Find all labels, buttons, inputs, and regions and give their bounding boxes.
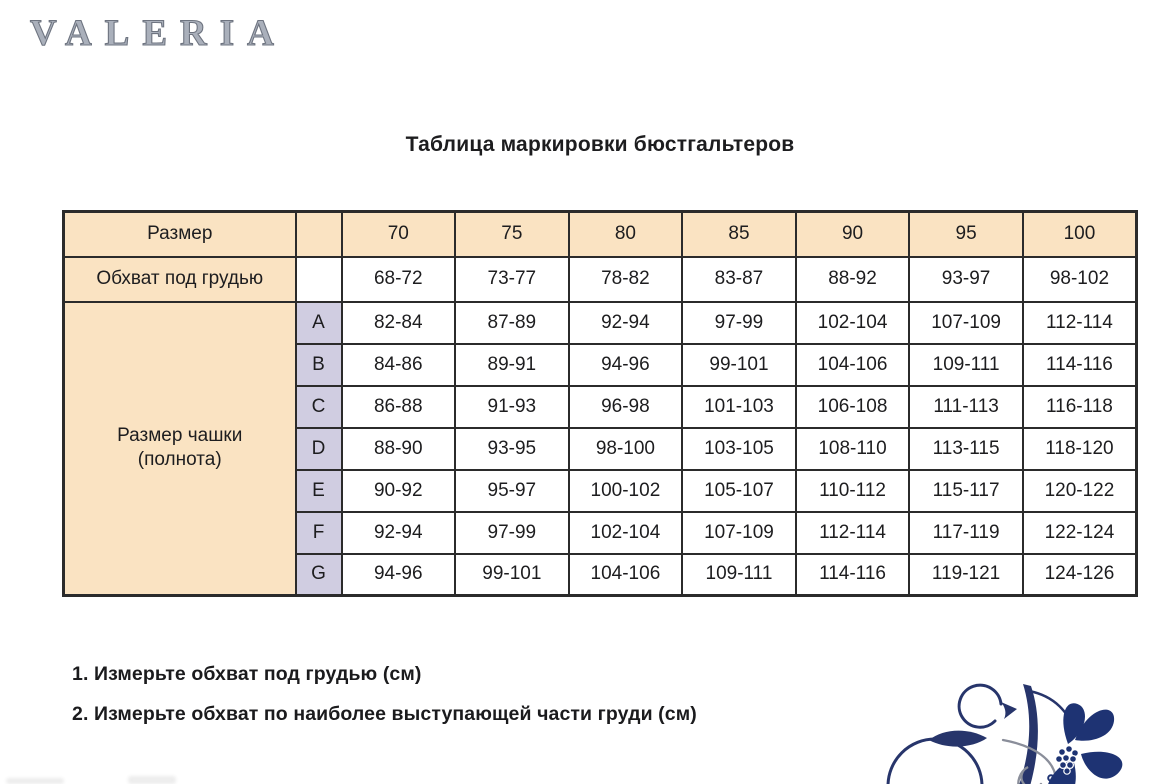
cup-value-cell: 106-108 (796, 386, 910, 428)
cup-value-cell: 104-106 (569, 554, 683, 596)
cup-value-cell: 90-92 (342, 470, 456, 512)
cup-letter-cell: A (296, 302, 342, 344)
cup-row-A (64, 302, 1137, 344)
underbust-value-cell: 68-72 (342, 257, 456, 302)
cup-value-cell: 109-111 (909, 344, 1023, 386)
cup-value-cell: 115-117 (909, 470, 1023, 512)
cup-letter-cell: E (296, 470, 342, 512)
size-row (64, 212, 1137, 257)
cup-value-cell: 97-99 (682, 302, 796, 344)
cup-value-cell: 113-115 (909, 428, 1023, 470)
cup-value-cell: 82-84 (342, 302, 456, 344)
size-col-header: 95 (909, 212, 1023, 257)
underbust-row-label: Обхват под грудью (64, 257, 296, 302)
brand-logo: VALERIA (30, 13, 287, 54)
size-col-header: 85 (682, 212, 796, 257)
size-col-header: 90 (796, 212, 910, 257)
cup-value-cell: 94-96 (342, 554, 456, 596)
cup-value-cell: 117-119 (909, 512, 1023, 554)
cup-value-cell: 87-89 (455, 302, 569, 344)
cup-value-cell: 91-93 (455, 386, 569, 428)
cup-value-cell: 116-118 (1023, 386, 1137, 428)
cup-value-cell: 92-94 (569, 302, 683, 344)
cup-value-cell: 102-104 (569, 512, 683, 554)
cup-letter-cell: D (296, 428, 342, 470)
cup-value-cell: 112-114 (796, 512, 910, 554)
underbust-value-cell: 83-87 (682, 257, 796, 302)
cup-value-cell: 92-94 (342, 512, 456, 554)
cup-value-cell: 110-112 (796, 470, 910, 512)
cup-value-cell: 111-113 (909, 386, 1023, 428)
cup-value-cell: 124-126 (1023, 554, 1137, 596)
cup-value-cell: 119-121 (909, 554, 1023, 596)
cup-value-cell: 99-101 (682, 344, 796, 386)
bra-size-table (62, 210, 1138, 597)
cup-value-cell: 114-116 (796, 554, 910, 596)
size-col-header: 75 (455, 212, 569, 257)
size-col-header: 100 (1023, 212, 1137, 257)
cup-letter-cell: G (296, 554, 342, 596)
cup-value-cell: 122-124 (1023, 512, 1137, 554)
cup-value-cell: 102-104 (796, 302, 910, 344)
size-col-header: 70 (342, 212, 456, 257)
page-title: Таблица маркировки бюстгальтеров (405, 133, 795, 156)
underbust-value-cell: 93-97 (909, 257, 1023, 302)
underbust-row (64, 257, 1137, 302)
instruction-step-1: 1. Измерьте обхват под грудью (см) (72, 663, 422, 685)
underbust-row-spacer-cell (296, 257, 342, 302)
underbust-value-cell: 98-102 (1023, 257, 1137, 302)
cutoff-text-remnant (6, 778, 64, 784)
cup-value-cell: 100-102 (569, 470, 683, 512)
cup-value-cell: 105-107 (682, 470, 796, 512)
instruction-step-2: 2. Измерьте обхват по наиболее выступающей части груди (см) (72, 703, 697, 725)
measurement-instructions (72, 663, 697, 743)
size-row-spacer-cell (296, 212, 342, 257)
cup-value-cell: 103-105 (682, 428, 796, 470)
cup-value-cell: 88-90 (342, 428, 456, 470)
floral-swirl-ornament-icon (883, 658, 1173, 784)
cup-value-cell: 95-97 (455, 470, 569, 512)
cup-value-cell: 104-106 (796, 344, 910, 386)
underbust-value-cell: 78-82 (569, 257, 683, 302)
cup-value-cell: 98-100 (569, 428, 683, 470)
cup-value-cell: 120-122 (1023, 470, 1137, 512)
size-row-label: Размер (64, 212, 296, 257)
size-col-header: 80 (569, 212, 683, 257)
cup-value-cell: 101-103 (682, 386, 796, 428)
cup-value-cell: 118-120 (1023, 428, 1137, 470)
cup-value-cell: 99-101 (455, 554, 569, 596)
cup-value-cell: 96-98 (569, 386, 683, 428)
cup-value-cell: 94-96 (569, 344, 683, 386)
cup-value-cell: 84-86 (342, 344, 456, 386)
cup-value-cell: 107-109 (682, 512, 796, 554)
underbust-value-cell: 73-77 (455, 257, 569, 302)
cup-value-cell: 97-99 (455, 512, 569, 554)
cup-value-cell: 89-91 (455, 344, 569, 386)
cup-section-label (64, 302, 296, 596)
cup-value-cell: 108-110 (796, 428, 910, 470)
cutoff-text-remnant (128, 776, 176, 784)
cup-value-cell: 86-88 (342, 386, 456, 428)
cup-value-cell: 109-111 (682, 554, 796, 596)
cup-section-label-line2: (полнота) (137, 449, 222, 471)
title-container (60, 133, 1140, 157)
cup-value-cell: 93-95 (455, 428, 569, 470)
cup-value-cell: 114-116 (1023, 344, 1137, 386)
cup-value-cell: 107-109 (909, 302, 1023, 344)
cup-letter-cell: C (296, 386, 342, 428)
cup-letter-cell: F (296, 512, 342, 554)
cup-value-cell: 112-114 (1023, 302, 1137, 344)
underbust-value-cell: 88-92 (796, 257, 910, 302)
cup-letter-cell: B (296, 344, 342, 386)
cup-section-label-line1: Размер чашки (117, 424, 243, 446)
